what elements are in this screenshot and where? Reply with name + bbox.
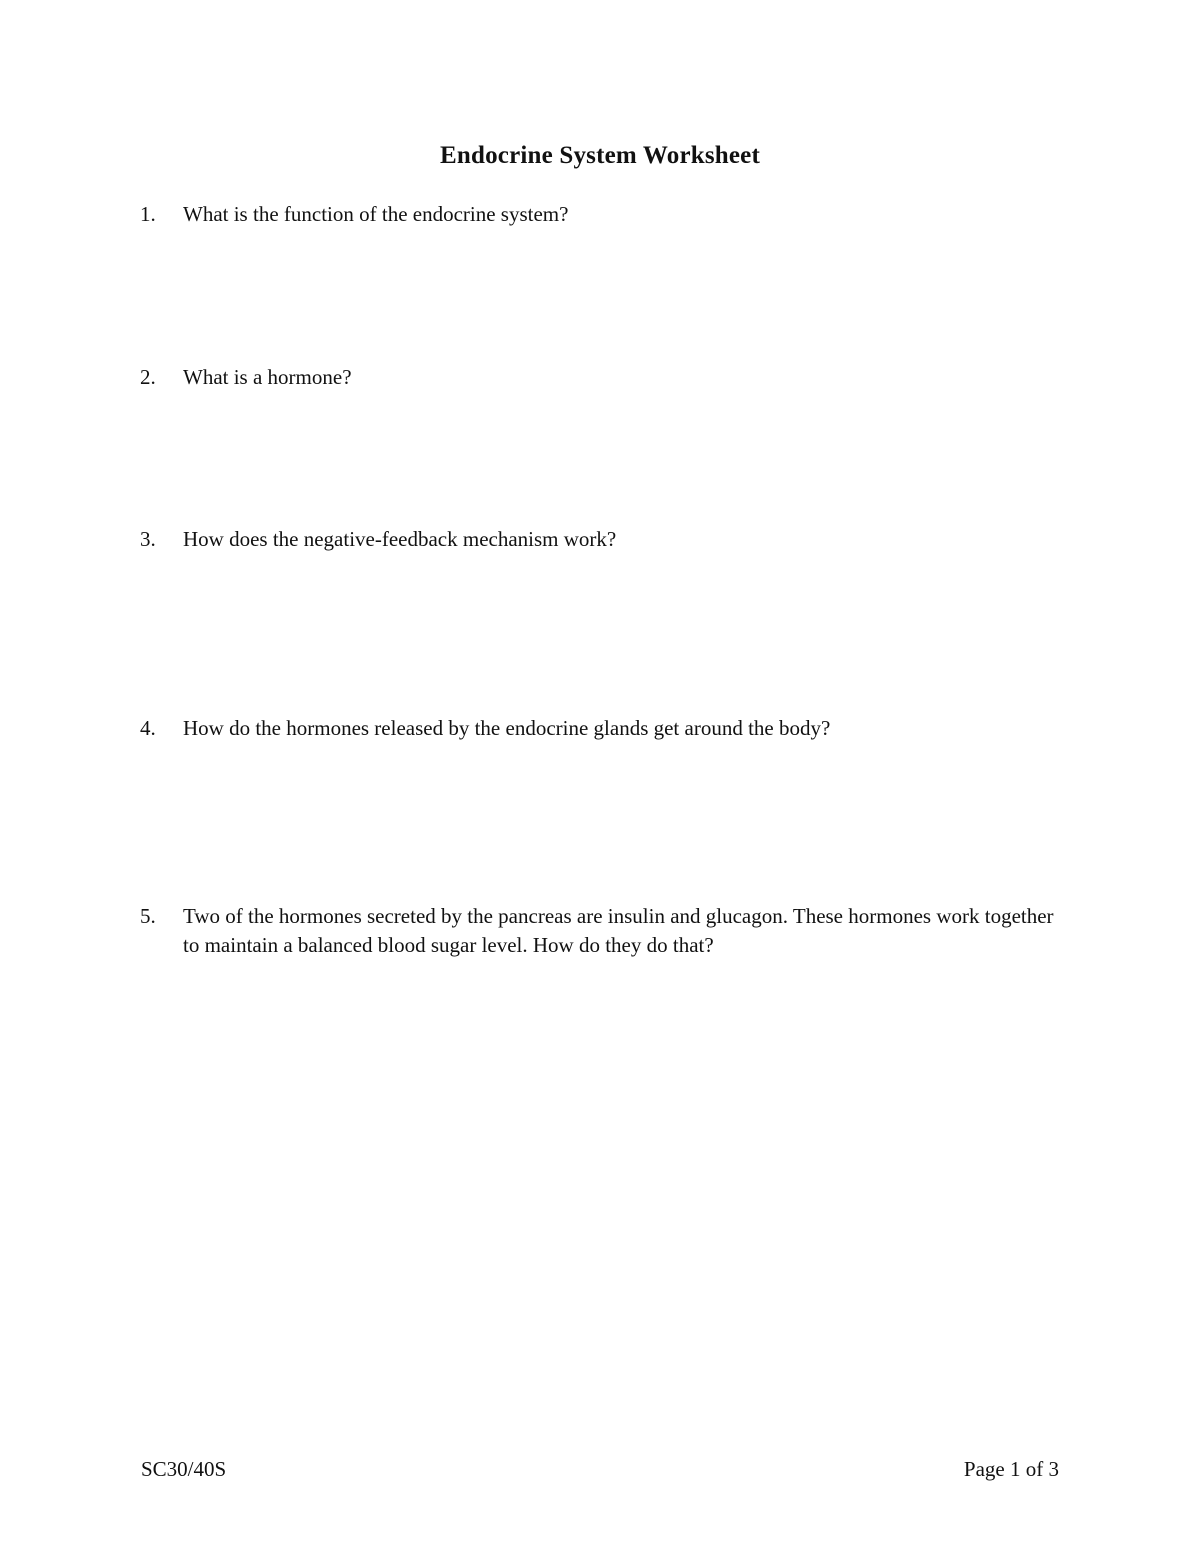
- question-number: 1.: [140, 202, 156, 226]
- question-item: [140, 902, 1060, 960]
- question-text: Two of the hormones secreted by the pancreas are insulin and glucagon. These hormones work together to maintain a balanced blood sugar level. How do they do that?: [183, 904, 1054, 957]
- question-number: 5.: [140, 904, 156, 928]
- question-text: What is a hormone?: [183, 365, 352, 389]
- question-item: [140, 714, 1060, 743]
- question-number: 4.: [140, 716, 156, 740]
- question-item: [140, 200, 1060, 229]
- question-item: [140, 363, 1060, 392]
- question-text: What is the function of the endocrine system?: [183, 202, 569, 226]
- question-text: How do the hormones released by the endocrine glands get around the body?: [183, 716, 831, 740]
- page-title: Endocrine System Worksheet: [439, 142, 761, 169]
- question-number: 2.: [140, 365, 156, 389]
- question-item: [140, 525, 1060, 554]
- footer-course-code: SC30/40S: [141, 1457, 227, 1481]
- footer-page-indicator: Page 1 of 3: [963, 1457, 1059, 1481]
- question-text: How does the negative-feedback mechanism work?: [183, 527, 617, 551]
- question-number: 3.: [140, 527, 156, 551]
